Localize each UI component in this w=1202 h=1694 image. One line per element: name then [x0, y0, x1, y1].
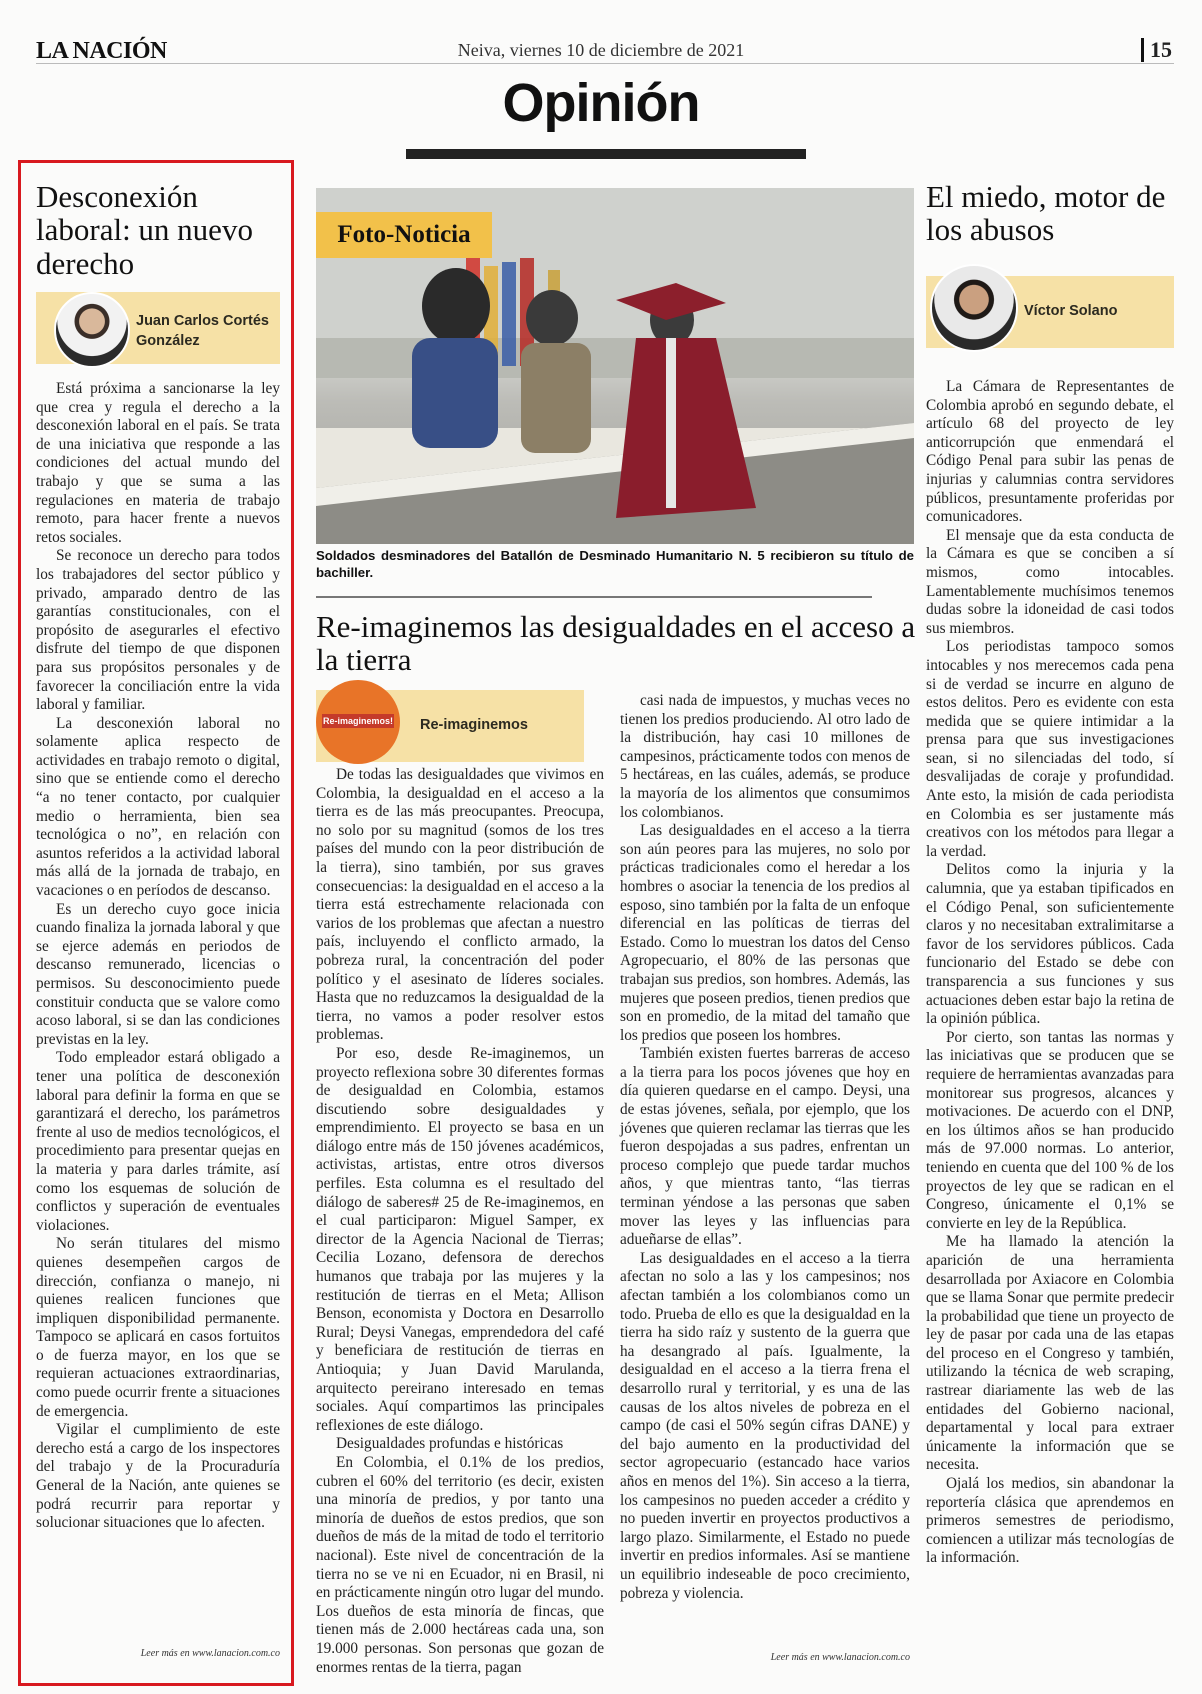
- center-author-name: Re-imaginemos: [420, 717, 528, 733]
- reimaginemos-logo-icon: [316, 680, 400, 764]
- paragraph: Ojalá los medios, sin abandonar la reportería clásica que aprendemos en primeros semestres de periodismo, comiencen a utilizar más tecnologías de la información.: [926, 1475, 1174, 1567]
- paragraph: Delitos como la injuria y la calumnia, que ya estaban tipificados en el Código Penal, son suficientemente claros y no necesitaban extralimitarse a favor de los servidores públicos. Cada funcionario del Estado se debe con transparencia a sus funciones y sus actuaciones deben estar bajo la retina de la opinión pública.: [926, 861, 1174, 1028]
- paragraph: Por eso, desde Re-imaginemos, un proyecto reflexiona sobre 30 diferentes formas de desigualdad en Colombia, estamos discutiendo sobre desigualdades y emprendimiento. El proyecto se basa en un diálogo entre más de 150 jóvenes académicos, activistas, artistas, entre otros diversos perfiles. Esta columna es el resultado del diálogo de saberes# 25 de Re-imaginemos, en el cual participaron: Miguel Samper, ex director de la Agencia Nacional de Tierras; Cecilia Lozano, defensora de derechos humanos que trabaja por las mujeres y la restitución de tierras en el Meta; Allison Benson, economista y Doctora en Desarrollo Rural; Deysi Vanegas, emprendedora del café y beneficiara de restitución de tierras en Antioquia; y Juan David Marulanda, arquitecto pereirano interesado en temas sociales. Aquí compartimos las principales reflexiones de este diálogo.: [316, 1044, 604, 1434]
- left-author-name: Juan Carlos Cortés González: [136, 313, 269, 349]
- left-author-box: [36, 292, 280, 364]
- center-read-more-link[interactable]: Leer más en www.lanacion.com.co: [770, 1652, 910, 1663]
- paragraph: Las desigualdades en el acceso a la tierra afectan no solo a las y los campesinos; nos afectan también a los colombianos como un todo. Prueba de ello es que la desigualdad en la tierra ha sido raíz y sustento de la guerra que ha desangrado al país. Igualmente, la desigualdad en el acceso a la tierra frena el desarrollo rural y territorial, y es una de las causas de los altos niveles de pobreza en el campo (de casi el 50% según cifras DANE) y del bajo aumento en la productividad del sector agropecuario (estancado hace varios años en menos del 1%). Sin acceso a la tierra, los campesinos no pueden acceder a crédito y no pueden invertir en proyectos productivos a largo plazo. Similarmente, el Estado no puede invertir en predios informales. Así se mantiene un equilibrio indeseable de poco crecimiento, pobreza y violencia.: [620, 1249, 910, 1602]
- paragraph: La desconexión laboral no solamente aplica respecto de actividades en trabajo remoto o digital, sino que se entiende como el derecho “a no tener contacto, por cualquier medio o herramienta, bien sea tecnológica o no”, en relación con asuntos referidos a la actividad laboral más allá de la jornada de trabajo, en vacaciones o en períodos de descanso.: [36, 714, 280, 900]
- paragraph: La Cámara de Representantes de Colombia aprobó en segundo debate, el artículo 68 del proyecto de ley anticorrupción que enmendará el Código Penal para subir las penas de injurias y calumnias contra servidores públicos, presuntamente proferidas por comunicadores.: [926, 378, 1174, 526]
- left-article-title: Desconexión laboral: un nuevo derecho: [36, 179, 253, 281]
- paragraph: Los periodistas tampoco somos intocables y nos merecemos cada pena si de verdad se incurre en alguno de estos delitos. Pero es evidente con esta medida que se quiere intimidar a la prensa para que sus investigaciones sean, si no silenciadas del todo, sí desvalijadas de coraje y profundidad. Ante esto, la misión de cada periodista en Colombia es ser justamente más creativos con los métodos para llegar a la verdad.: [926, 638, 1174, 860]
- divider: [316, 596, 872, 598]
- paragraph: El mensaje que da esta conducta de la Cámara es que se conciben a sí mismos, como intocables. Lamentablemente muchísimos tenemos dudas sobre la idoneidad de casi todos sus miembros.: [926, 526, 1174, 637]
- paragraph: De todas las desigualdades que vivimos en Colombia, la desigualdad en el acceso a la tierra es de las más preocupantes. Preocupa, no solo por su magnitud (somos de los tres países del mundo con la peor distribución de la tierra), sino también, por sus graves consecuencias: la desigualdad en el acceso a la tierra está estrechamente relacionada con varios de los problemas que afectan a nuestro país, incluyendo el conflicto armado, la pobreza rural, la concentración del poder político y el asesinato de líderes sociales. Hasta que no reduzcamos la desigualdad de la tierra, no vamos a poder resolver estos problemas.: [316, 766, 604, 1044]
- paragraph: No serán titulares del mismo quienes desempeñen cargos de dirección, confianza o manejo, ni quienes realicen funciones que impliquen disponibilidad permanente. Tampoco se aplicará en casos fortuitos o de fuerza mayor, en los que se requieran actuaciones extraordinarias, como puede ocurrir frente a situaciones de emergencia.: [36, 1235, 280, 1420]
- masthead-logo: LA NACIÓN: [36, 38, 167, 64]
- paragraph: Las desigualdades en el acceso a la tierra son aún peores para las mujeres, no solo por prácticas tradicionales como el heredar a los hombres o asociar la tenencia de los predios al esposo, sino también por la falta de un enfoque diferencial en las políticas de tierras del Estado. Como lo muestran los datos del Censo Agropecuario, el 80% de las personas que trabajan sus predios, son hombres. Además, las mujeres que poseen predios, tienen predios que son en promedio, de la mitad del tamaño que los predios que poseen los hombres.: [620, 822, 910, 1044]
- page-number: 15: [1141, 38, 1172, 62]
- paragraph: casi nada de impuestos, y muchas veces no tienen los predios produciendo. Al otro lado de la distribución, hay casi 10 millones de campesinos, prácticamente todos con menos de 5 hectáreas, en las cuáles, además, se produce la mayoría de los alimentos que consumimos los colombianos.: [620, 692, 910, 821]
- photo-caption: Soldados desminadores del Batallón de Desminado Humanitario N. 5 recibieron su título de bachiller.: [316, 548, 914, 580]
- paragraph: En Colombia, el 0.1% de los predios, cubren el 60% del territorio (es decir, existen una minoría de predios, y por tanto una minoría de dueños de estos predios, que son dueños de más de la mitad de todo el territorio nacional). Este nivel de concentración de la tierra no se ve ni en Ecuador, ni en Brasil, ni en prácticamente ningún otro lugar del mundo. Los dueños de esta minoría de fincas, que tienen más de 2.000 hectáreas cada una, son 19.000 personas. Son personas que gozan de enormes rentas de la tierra, pagan: [316, 1453, 604, 1676]
- right-article-body: [926, 378, 1174, 1568]
- paragraph: Me ha llamado la atención la aparición de una herramienta desarrollada por Axiacore en Colombia que se llama Sonar que permite predecir la probabilidad que tiene un proyecto de ley de pasar por cada una de las etapas del proceso en el Congreso y también, utilizando la técnica de web scraping, rastrear diariamente las web de las entidades del Gobierno nacional, departamental y local para extraer únicamente la información que se necesita.: [926, 1233, 1174, 1474]
- right-article-title: El miedo, motor de los abusos: [926, 179, 1166, 248]
- dateline: Neiva, viernes 10 de diciembre de 2021: [457, 40, 745, 60]
- right-author-box: [926, 276, 1174, 348]
- right-author-name: Víctor Solano: [1024, 303, 1118, 319]
- paragraph: Todo empleador estará obligado a tener una política de desconexión laboral para definir la forma en que se garantizará el derecho, los parámetros frente al uso de medios tecnológicos, el procedimiento para presentar quejas en la materia y para darles trámite, así como los esquemas de solución de conflictos y superación de eventuales violaciones.: [36, 1049, 280, 1234]
- foto-noticia-tag: Foto-Noticia: [316, 212, 492, 258]
- center-article-column-1: [316, 766, 604, 1677]
- author-photo: [930, 264, 1018, 352]
- paragraph: Por cierto, son tantas las normas y las iniciativas que se producen que se requiere de herramientas avanzadas para monitorear sus progresos, alcances y motivaciones. De acuerdo con el DNP, en los últimos años se han producido más de 97.000 normas. Lo anterior, teniendo en cuenta que del 100 % de los proyectos de ley que se radican en el Congreso, únicamente el 0,1% se convierte en ley de la República.: [926, 1028, 1174, 1232]
- left-article-body: [36, 380, 280, 1533]
- center-article-title: Re-imaginemos las desigualdades en el acceso a la tierra: [316, 609, 916, 678]
- paragraph: También existen fuertes barreras de acceso a la tierra para los pocos jóvenes que hoy en día quieren quedarse en el campo. Deysi, una de estas jóvenes, señala, por ejemplo, que los jóvenes que quieren reclamar las tierras que les fueron despojadas a sus padres, enfrentan un proceso complejo que puede tardar muchos años, y que mientras tanto, “las tierras terminan yéndose a las personas que saben mover las leyes y las influencias para adueñarse de ellas”.: [620, 1045, 910, 1249]
- paragraph: Es un derecho cuyo goce inicia cuando finaliza la jornada laboral y que se ejerce además en periodos de descanso remunerado, licencias o permisos. Su desconocimiento puede constituir conducta que se valore como acoso laboral, si se dan las condiciones previstas en la ley.: [36, 900, 280, 1048]
- left-read-more-link[interactable]: Leer más en www.lanacion.com.co: [140, 1648, 280, 1659]
- paragraph: Se reconoce un derecho para todos los trabajadores del sector público y privado, amparado dentro de las garantías constitucionales, con el propósito de asegurarles el efectivo disfrute del tiempo de que disponen para sus propósitos personales y de favorecer la conciliación entre la vida laboral y familiar.: [36, 547, 280, 714]
- header-rule: [36, 63, 1174, 64]
- paragraph: Está próxima a sancionarse la ley que crea y regula el derecho a la desconexión laboral en el país. Se trata de una iniciativa que responde a las condiciones del actual mundo del trabajo y que se suma a las regulaciones en materia de trabajo remoto, para hacer frente a nuevos retos sociales.: [36, 380, 280, 546]
- author-photo: [54, 292, 130, 368]
- logo-label: Re-imaginemos!: [322, 716, 393, 726]
- section-title: Opinión: [502, 73, 700, 133]
- section-rule: [406, 149, 806, 159]
- paragraph: Vigilar el cumplimiento de este derecho está a cargo de los inspectores del trabajo y de la Procuraduría General de la Nación, ante quienes se podrá recurrir para reportar y solucionar situaciones que lo afecten.: [36, 1421, 280, 1532]
- center-author-box: [316, 690, 584, 762]
- subheading: Desigualdades profundas e históricas: [336, 1435, 564, 1453]
- center-article-column-2: [620, 692, 910, 1603]
